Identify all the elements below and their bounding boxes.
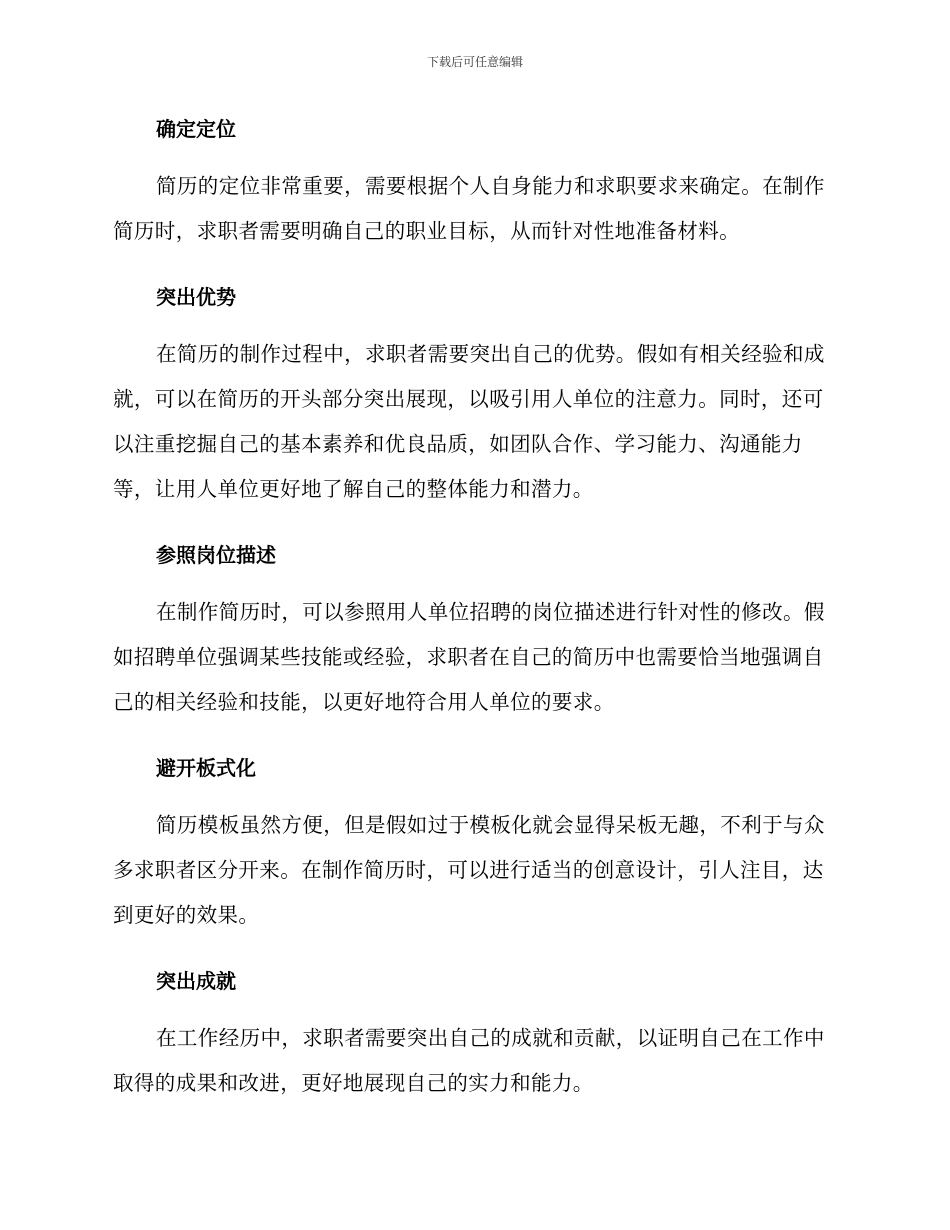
section-paragraph: 简历的定位非常重要，需要根据个人自身能力和求职要求来确定。在制作简历时，求职者需要明确自己的职业目标，从而针对性地准备材料。 [113,174,825,243]
section-job-description [113,538,837,725]
header-note: 下载后可任意编辑 [426,55,523,69]
section-heading: 确定定位 [156,117,236,141]
section-positioning [113,112,837,254]
document-content [113,112,837,1132]
section-paragraph: 在制作简历时，可以参照用人单位招聘的岗位描述进行针对性的修改。假如招聘单位强调某些技能或经验，求职者在自己的简历中也需要恰当地强调自己的相关经验和技能，以更好地符合用人单位的要求。 [113,600,825,714]
section-heading: 突出优势 [156,285,236,309]
section-heading: 避开板式化 [156,756,256,780]
section-paragraph: 简历模板虽然方便，但是假如过于模板化就会显得呆板无趣，不利于与众多求职者区分开来。在制作简历时，可以进行适当的创意设计，引人注目，达到更好的效果。 [113,813,825,927]
section-heading: 参照岗位描述 [156,543,276,567]
section-paragraph: 在简历的制作过程中，求职者需要突出自己的优势。假如有相关经验和成就，可以在简历的开头部分突出展现，以吸引用人单位的注意力。同时，还可以注重挖掘自己的基本素养和优良品质，如团队合作、学习能力、沟通能力等，让用人单位更好地了解自己的整体能力和潜力。 [113,342,825,501]
section-avoid-templates [113,751,837,938]
section-achievements [113,964,837,1106]
section-paragraph: 在工作经历中，求职者需要突出自己的成就和贡献，以证明自己在工作中取得的成果和改进，更好地展现自己的实力和能力。 [113,1026,825,1095]
section-strengths [113,280,837,512]
section-heading: 突出成就 [156,969,236,993]
